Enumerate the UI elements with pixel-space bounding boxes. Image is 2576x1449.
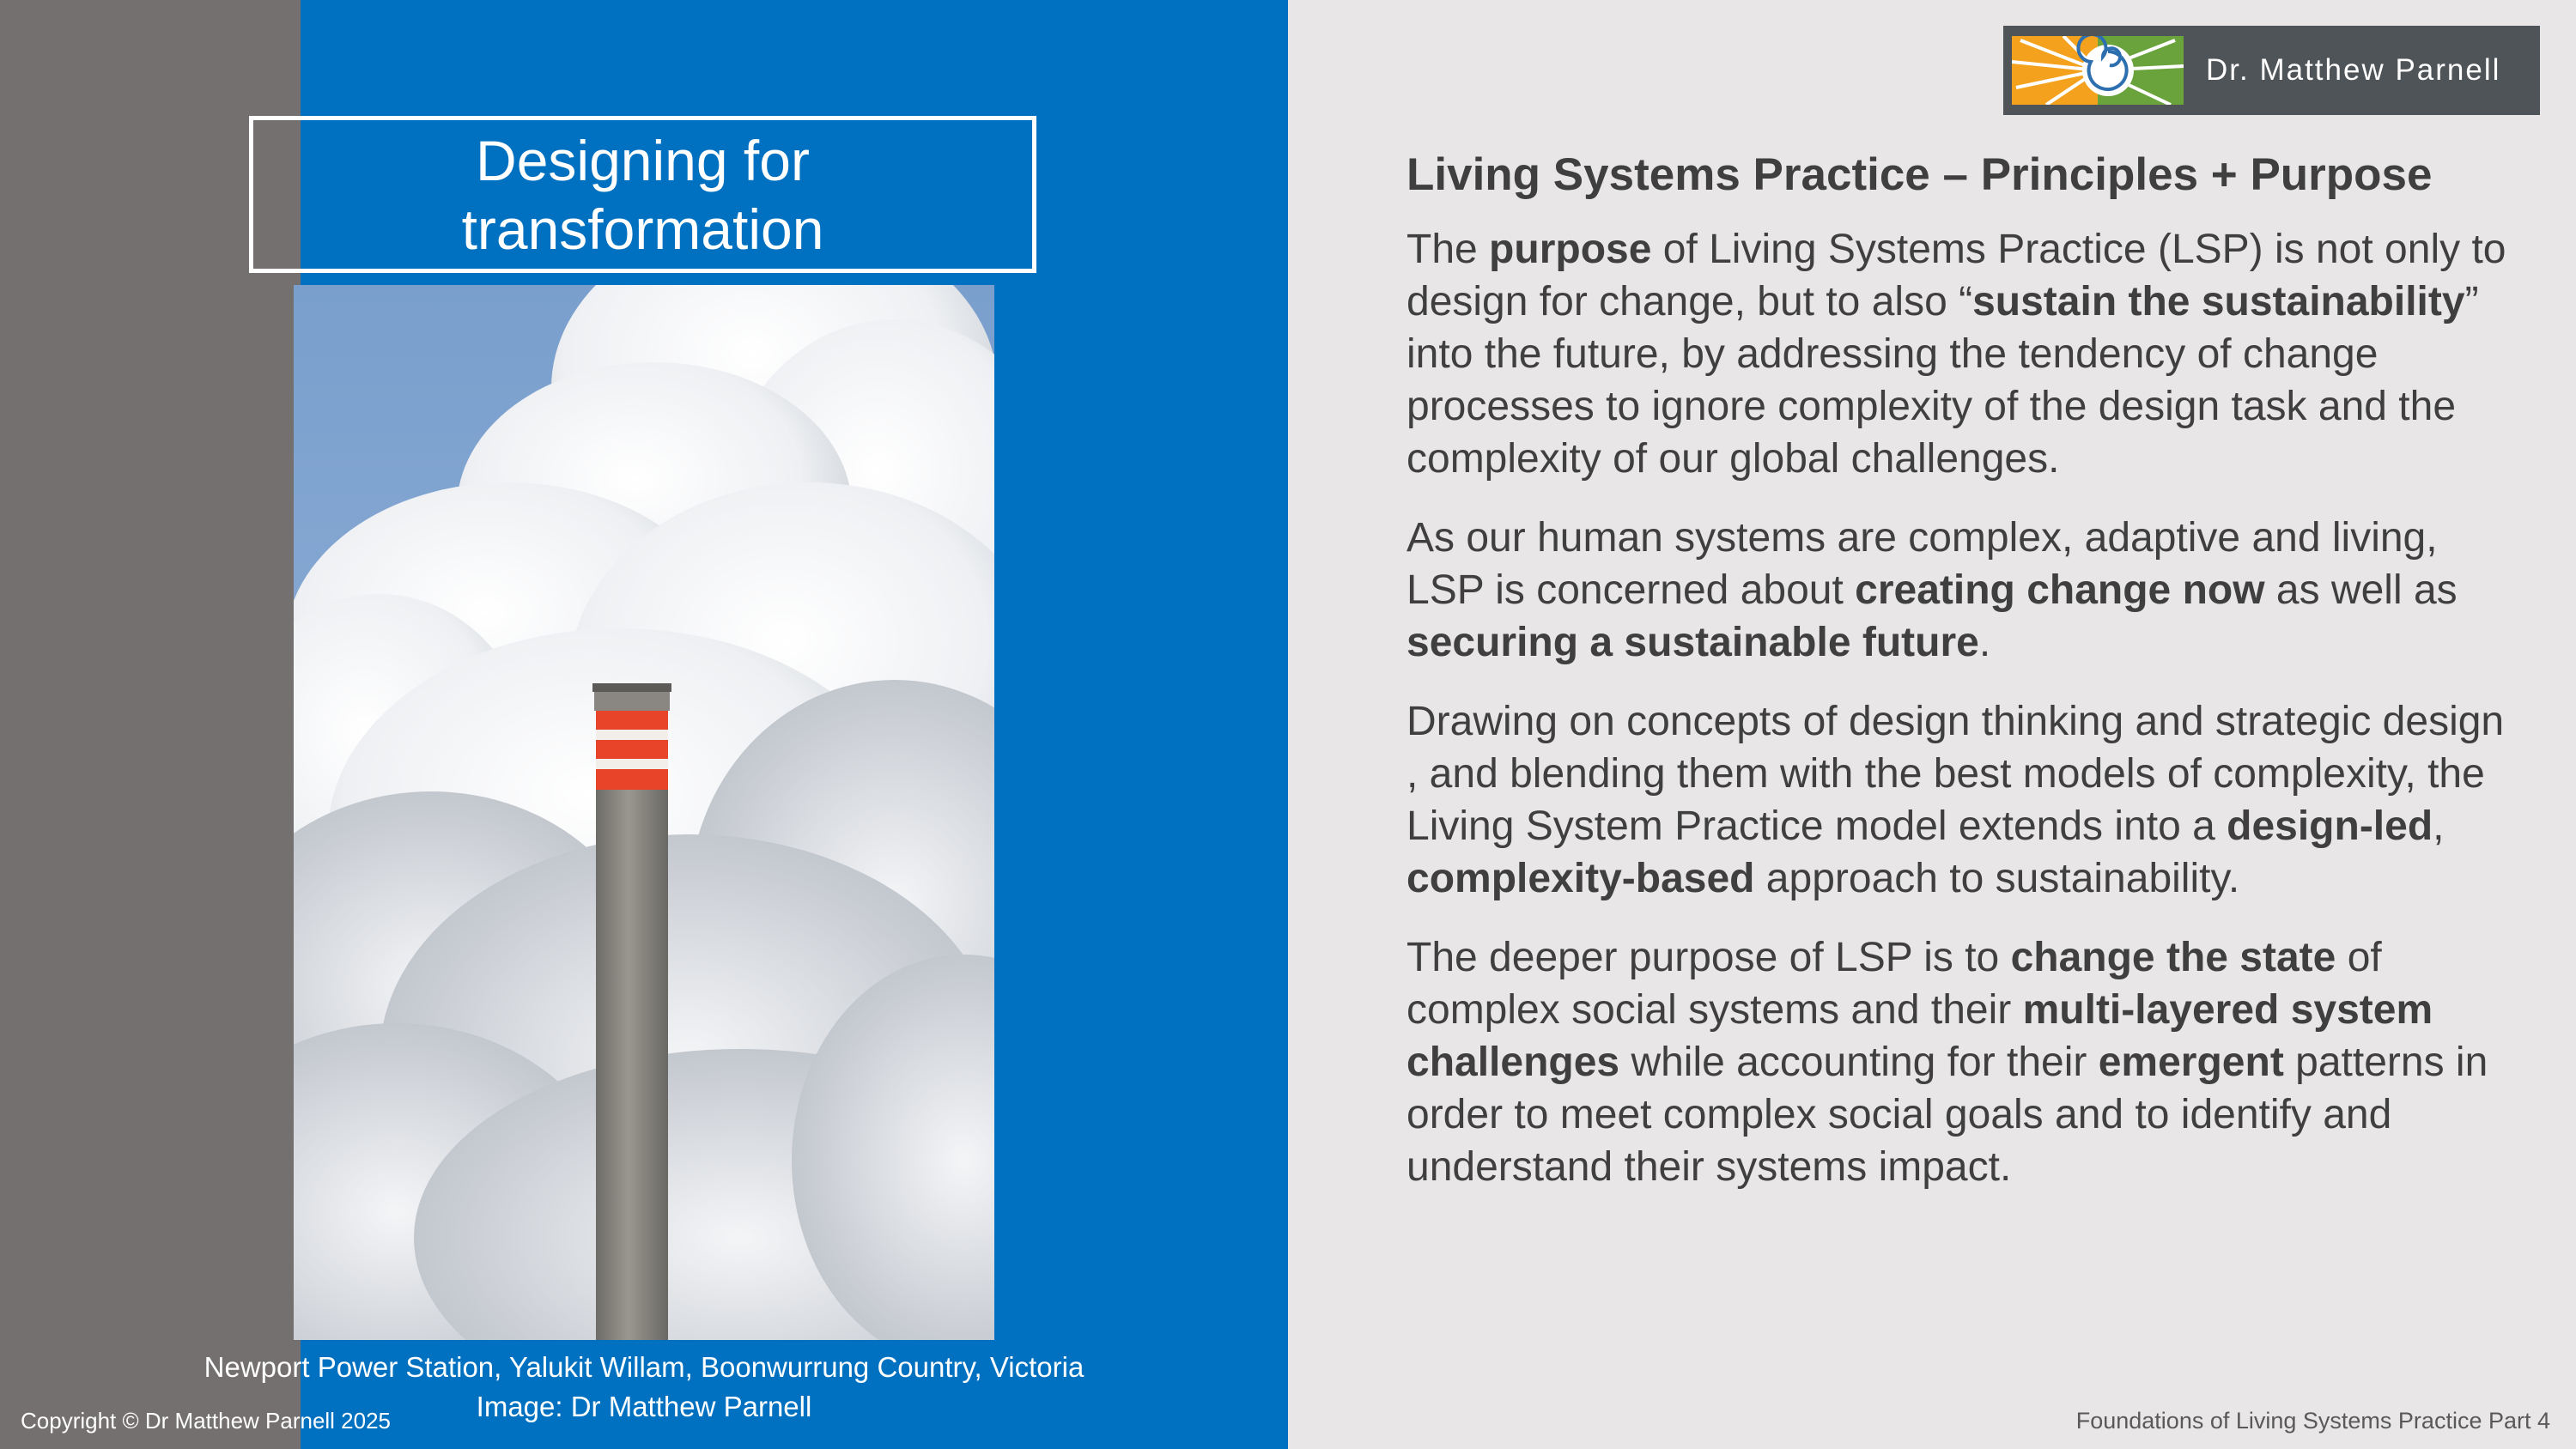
slide-title-line2: transformation xyxy=(461,197,824,261)
copyright-notice: Copyright © Dr Matthew Parnell 2025 xyxy=(21,1408,392,1434)
chimney-band-1 xyxy=(596,711,668,730)
slide-title-line1: Designing for xyxy=(476,128,810,192)
slide-title-box xyxy=(249,116,1036,273)
footer-series-title: Foundations of Living Systems Practice Part 4 xyxy=(2075,1408,2550,1434)
bold-run: complexity-based xyxy=(1406,856,1755,901)
chimney-band-3 xyxy=(596,769,668,790)
caption-credit: Image: Dr Matthew Parnell xyxy=(476,1391,812,1422)
brand-badge xyxy=(2003,26,2540,115)
paragraph-complex-systems xyxy=(1406,512,2514,669)
text-run: Drawing on concepts of design thinking and strategic design , and blending them with the best models of complexity, the Living System Practice model extends into a xyxy=(1406,699,2505,849)
text-run: As our human systems are complex, adaptive and living, LSP is concerned about xyxy=(1406,515,2438,613)
bold-run: purpose xyxy=(1489,227,1652,272)
bold-run: emergent xyxy=(2098,1040,2284,1085)
text-run: approach to sustainability. xyxy=(1754,856,2240,901)
bold-run: creating change now xyxy=(1855,567,2265,613)
power-station-photo xyxy=(294,285,994,1340)
brand-name: Dr. Matthew Parnell xyxy=(2206,53,2501,87)
main-content xyxy=(1406,144,2514,1220)
bold-run: sustain the sustainability xyxy=(1972,279,2465,324)
caption-location: Newport Power Station, Yalukit Willam, Boonwurrung Country, Victoria xyxy=(204,1351,1084,1383)
text-run: of complex social systems and their xyxy=(1406,935,2382,1033)
power-station-photo-graphic xyxy=(294,285,994,1340)
spiral-sunburst-logo-icon xyxy=(2012,36,2184,105)
paragraph-purpose xyxy=(1406,223,2514,485)
text-run: . xyxy=(1978,620,1991,665)
bold-run: multi-layered system challenges xyxy=(1406,987,2433,1085)
paragraph-deeper-purpose xyxy=(1406,931,2514,1193)
content-heading: Living Systems Practice – Principles + Purpose xyxy=(1406,149,2433,200)
text-run: ” into the future, by addressing the tendency of change processes to ignore complexity of the design task and the complexity of our global challenges. xyxy=(1406,279,2479,482)
chimney-band-2 xyxy=(596,740,668,759)
text-run: while accounting for their xyxy=(1619,1040,2099,1085)
text-run: The xyxy=(1406,227,1490,272)
text-run: as well as xyxy=(2264,567,2458,613)
bold-run: securing a sustainable future xyxy=(1406,620,1979,665)
text-run: , xyxy=(2433,803,2445,849)
chimney xyxy=(592,683,671,1340)
text-run: patterns in order to meet complex social goals and to identify and understand their systems impact. xyxy=(1406,1040,2488,1190)
text-run: The deeper purpose of LSP is to xyxy=(1406,935,2011,980)
bold-run: change the state xyxy=(2010,935,2336,980)
paragraph-design-thinking xyxy=(1406,695,2514,905)
bold-run: design-led xyxy=(2227,803,2433,849)
text-run: of Living Systems Practice (LSP) is not only to design for change, but to also “ xyxy=(1406,227,2506,324)
